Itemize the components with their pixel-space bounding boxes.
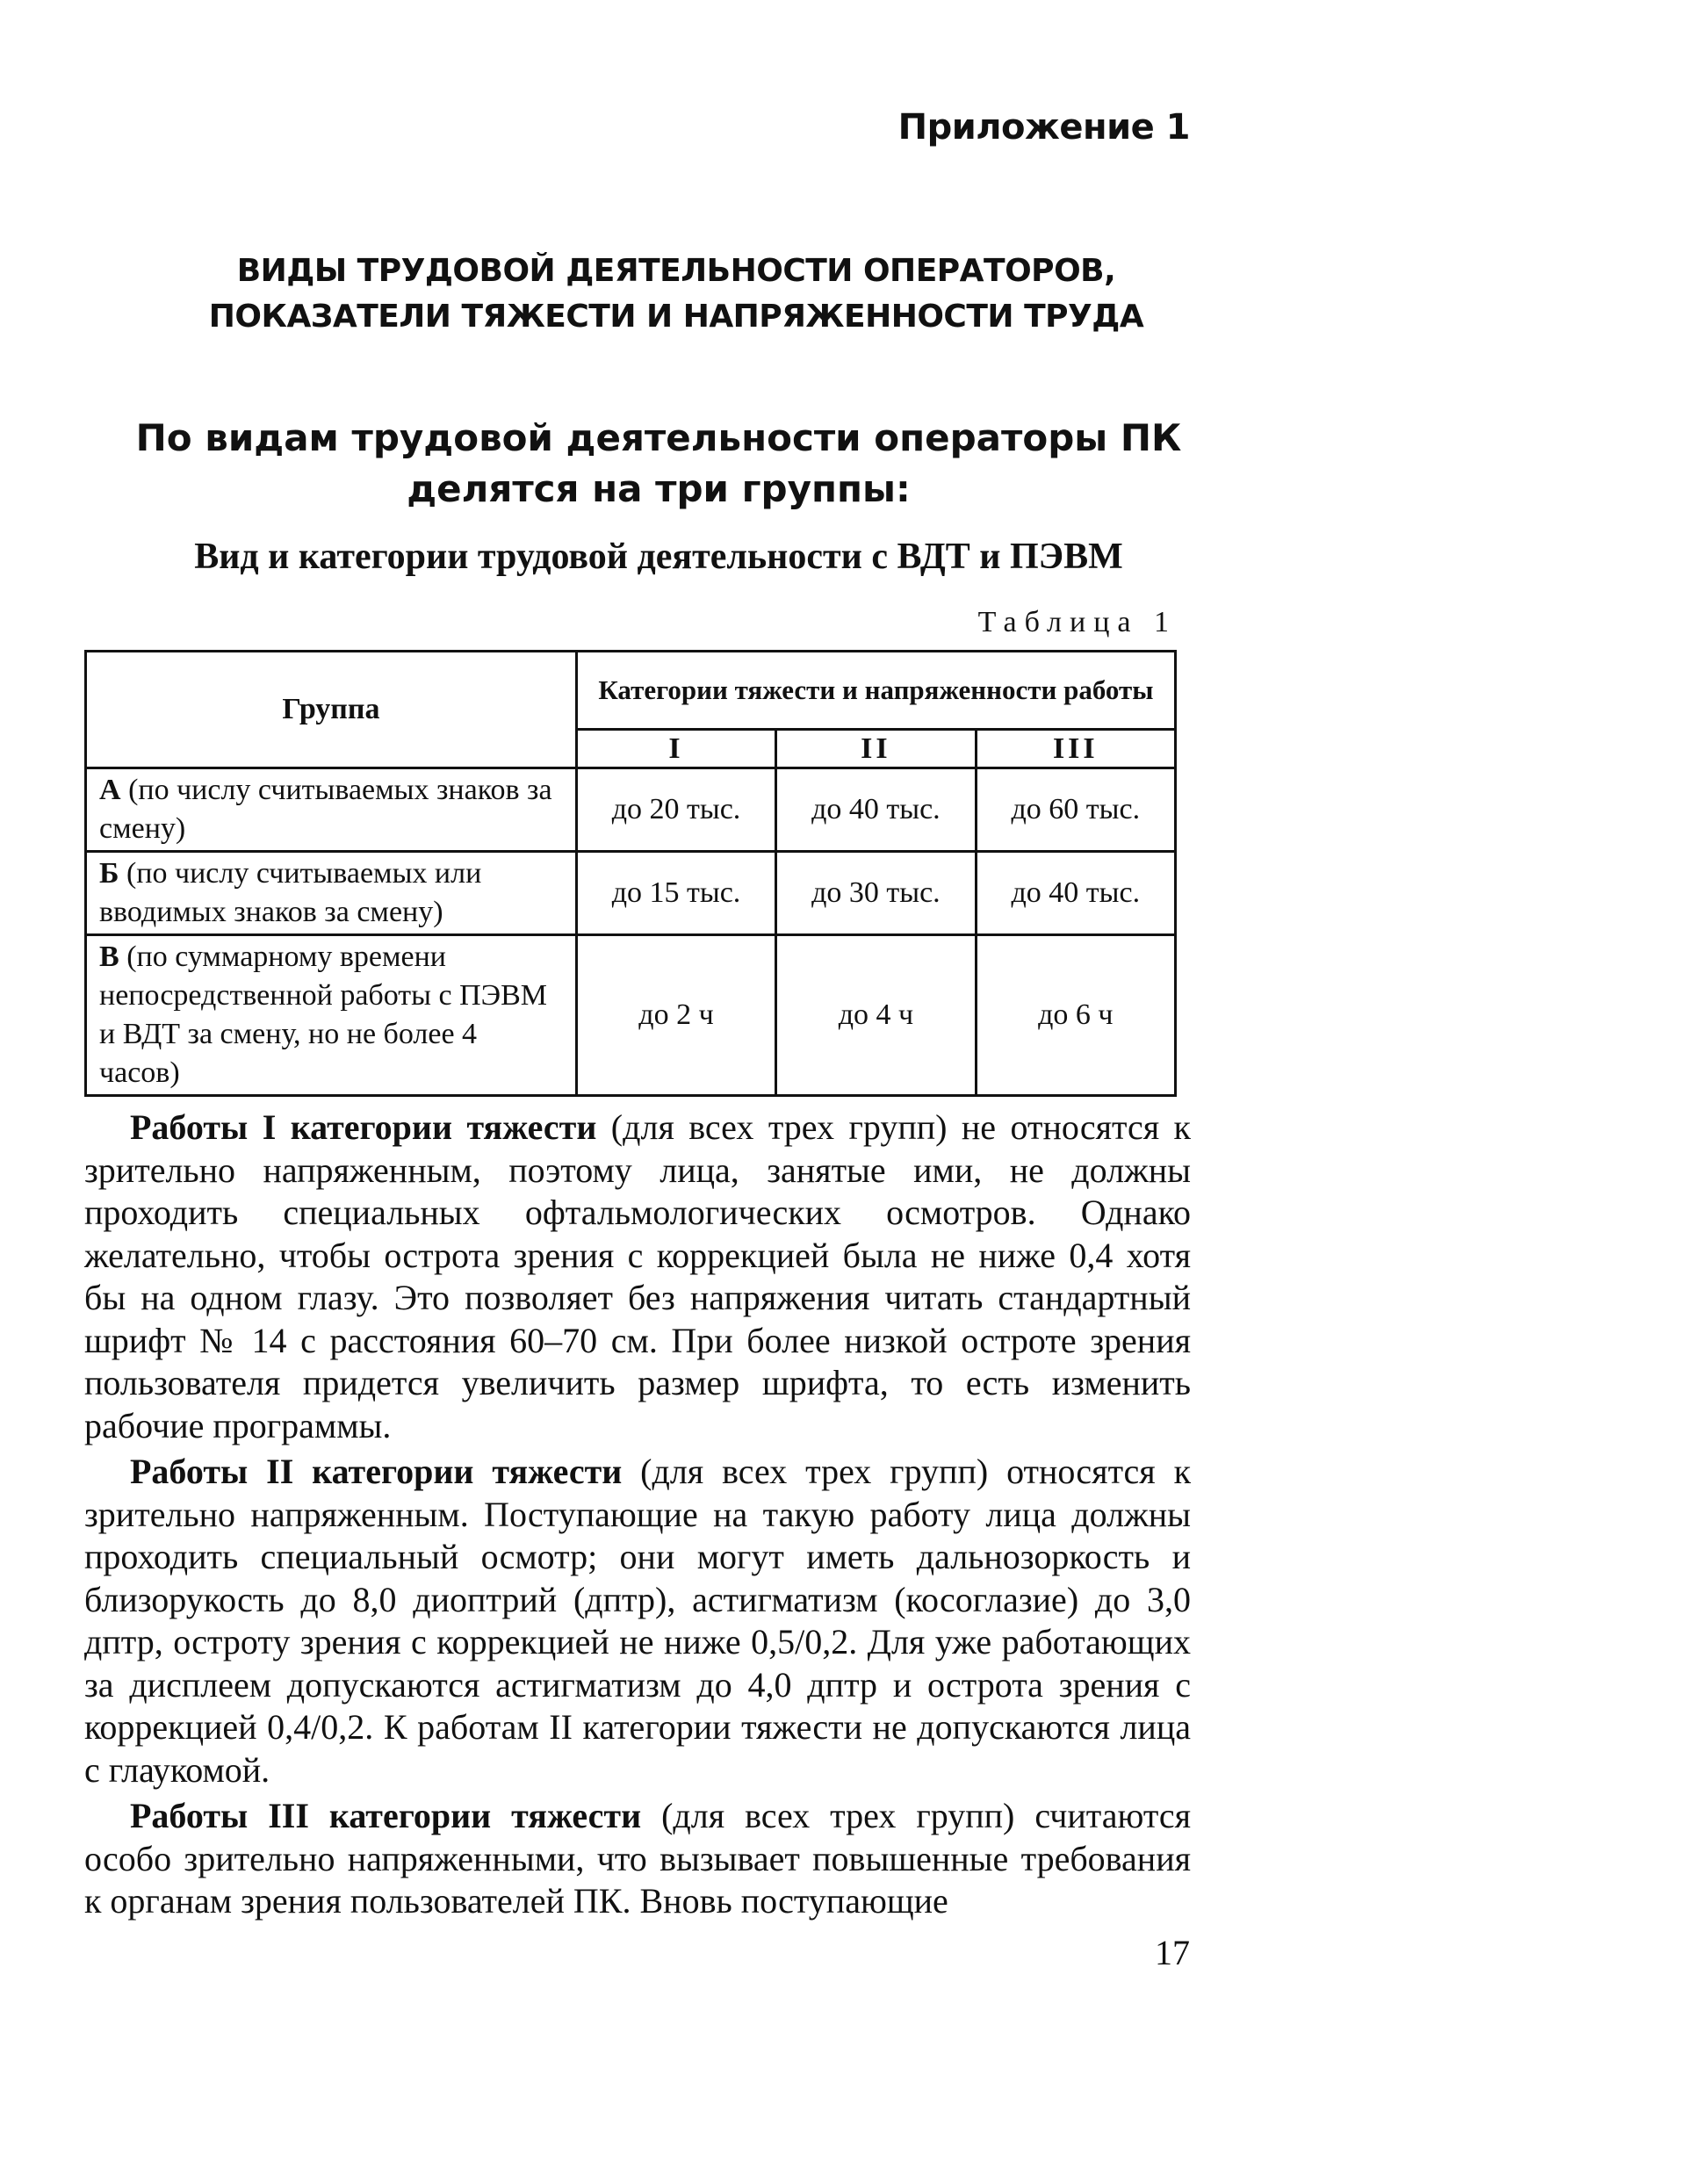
- paragraph-text: (для всех трех групп) считаются особо зрительно напряженными, что вызывает повышенные требования к органам зрения пользователей ПК. Вновь поступающие: [84, 1796, 1191, 1921]
- group-letter: В: [99, 941, 119, 973]
- table-row: [86, 935, 1176, 1096]
- group-cell: [86, 935, 577, 1096]
- page-title: [141, 249, 1212, 340]
- group-description: (по суммарному времени непосредственной работы с ПЭВМ и ВДТ за смену, но не более 4 часов): [99, 941, 547, 1089]
- value-cell: до 2 ч: [576, 935, 775, 1096]
- paragraph-text: (для всех трех групп) не относятся к зрительно напряженным, поэтому лица, занятые ими, не должны проходить специальных офтальмологических осмотров. Однако желательно, чтобы острота зрения с коррекцией была не ниже 0,4 хотя бы на одном глазу. Это позволяет без напряжения читать стандартный шрифт № 14 с расстояния 60–70 см. При более низкой остроте зрения пользователя придется увеличить размер шрифта, то есть изменить рабочие программы.: [84, 1107, 1191, 1445]
- section-subtitle-line-2: делятся на три группы:: [407, 467, 911, 510]
- header-categories: Категории тяжести и напряженности работы: [576, 652, 1175, 730]
- header-category-1: I: [576, 730, 775, 768]
- paragraph-lead: Работы III категории тяжести: [130, 1796, 642, 1835]
- value-cell: до 6 ч: [976, 935, 1175, 1096]
- paragraph-text: (для всех трех групп) относятся к зрительно напряженным. Поступающие на такую работу лица должны проходить специальный осмотр; они могут иметь дальнозоркость и близорукость до 8,0 диоптрий (дптр), астигматизм (косоглазие) до 3,0 дптр, остроту зрения с коррекцией не ниже 0,5/0,2. Для уже работающих за дисплеем допускаются астигматизм до 4,0 дптр и острота зрения с коррекцией 0,4/0,2. К работам II категории тяжести не допускаются лица с глаукомой.: [84, 1452, 1192, 1790]
- appendix-label: Приложение 1: [897, 107, 1190, 148]
- page-number: 17: [1155, 1933, 1190, 1972]
- table-number-label: Таблица 1: [977, 606, 1177, 638]
- header-group: Группа: [86, 652, 577, 768]
- paragraph-lead: Работы II категории тяжести: [130, 1452, 623, 1491]
- paragraph-category-2: [84, 1451, 1191, 1791]
- categories-table: [84, 650, 1177, 1097]
- group-cell: [86, 768, 577, 852]
- value-cell: до 15 тыс.: [576, 852, 775, 935]
- header-category-2: II: [776, 730, 976, 768]
- page-title-line-1: ВИДЫ ТРУДОВОЙ ДЕЯТЕЛЬНОСТИ ОПЕРАТОРОВ,: [236, 253, 1116, 289]
- page-title-line-2: ПОКАЗАТЕЛИ ТЯЖЕСТИ И НАПРЯЖЕННОСТИ ТРУДА: [208, 299, 1144, 335]
- table-title: Вид и категории трудовой деятельности с ВДТ и ПЭВМ: [194, 537, 1123, 577]
- value-cell: до 40 тыс.: [976, 852, 1175, 935]
- paragraph-category-3: [84, 1795, 1191, 1923]
- group-cell: [86, 852, 577, 935]
- body-text: [84, 1106, 1191, 1923]
- section-subtitle: [88, 413, 1229, 515]
- group-description: (по числу считываемых или вводимых знаков за смену): [99, 857, 482, 928]
- value-cell: до 4 ч: [776, 935, 976, 1096]
- value-cell: до 60 тыс.: [976, 768, 1175, 852]
- section-subtitle-line-1: По видам трудовой деятельности операторы ПК: [135, 416, 1182, 459]
- paragraph-category-1: [84, 1106, 1191, 1447]
- value-cell: до 30 тыс.: [776, 852, 976, 935]
- paragraph-lead: Работы I категории тяжести: [130, 1107, 597, 1147]
- header-category-3: III: [976, 730, 1175, 768]
- table-row: [86, 768, 1176, 852]
- value-cell: до 40 тыс.: [776, 768, 976, 852]
- group-letter: А: [99, 774, 121, 806]
- value-cell: до 20 тыс.: [576, 768, 775, 852]
- group-description: (по числу считываемых знаков за смену): [99, 774, 552, 845]
- group-letter: Б: [99, 857, 119, 890]
- table-row: [86, 852, 1176, 935]
